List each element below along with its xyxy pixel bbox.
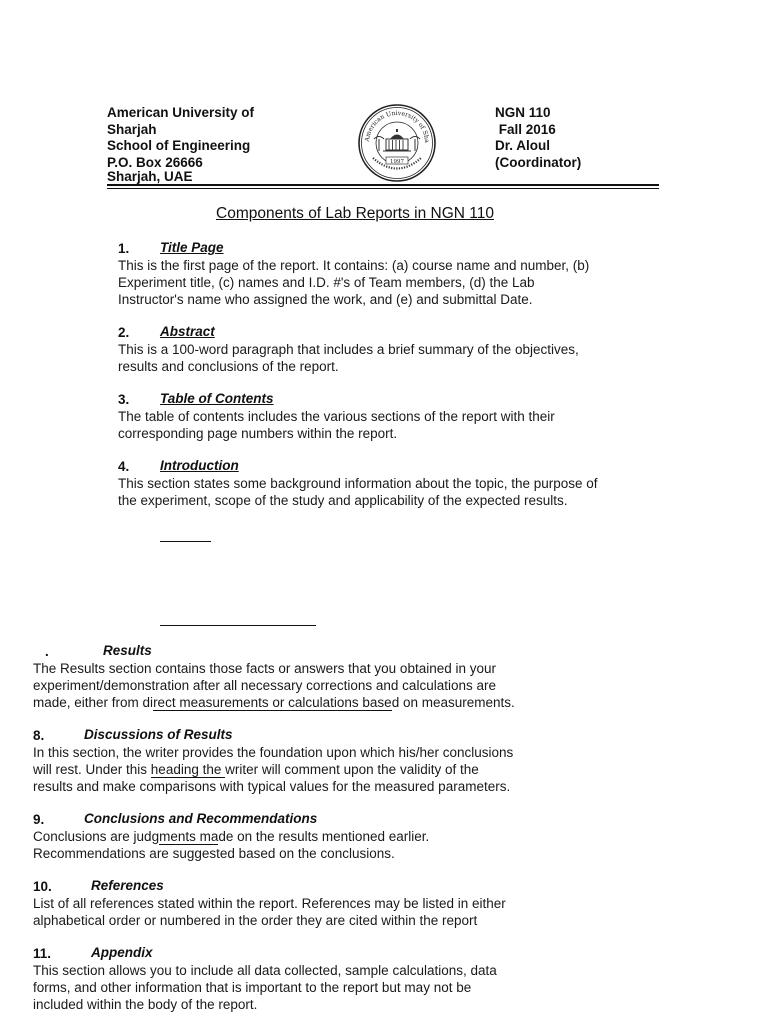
text-run: Conclusions are judg: [33, 829, 160, 844]
section-title: Appendix: [91, 945, 153, 960]
university-seal: [357, 103, 437, 183]
section-8-body: [33, 744, 513, 795]
address-line: Sharjah: [107, 121, 157, 137]
section-number: 11.: [33, 946, 52, 961]
body-line: forms, and other information that is important to the report but may not be: [33, 980, 472, 995]
section-title: Table of Contents: [160, 391, 274, 406]
section-1-heading: [118, 240, 224, 258]
section-number: 1.: [118, 241, 130, 256]
body-line: results and make comparisons with typical values for the measured parameters.: [33, 779, 511, 794]
seal-text: American University of Sha: [363, 109, 431, 144]
section-title: Abstract: [160, 324, 215, 339]
body-line: included within the body of the report.: [33, 997, 258, 1012]
body-line: The Results section contains those facts or answers that you obtained in your: [33, 661, 497, 676]
body-line: Recommendations are suggested based on the conclusions.: [33, 846, 395, 861]
header-rule-thick: [107, 184, 659, 186]
body-line: This is the first page of the report. It contains: (a) course name and number, (b): [118, 258, 590, 273]
body-line: The table of contents includes the various sections of the report with their: [118, 409, 555, 424]
university-address: [107, 105, 254, 186]
text-run: made, either from di: [33, 695, 154, 710]
body-line: corresponding page numbers within the report.: [118, 426, 398, 441]
section-number: 3.: [118, 392, 130, 407]
course-info: [495, 105, 581, 171]
section-2-body: [118, 341, 579, 375]
address-line: P.O. Box 26666: [107, 154, 203, 170]
text-run: de on the results mentioned earlier.: [218, 829, 430, 844]
body-line: [33, 761, 513, 778]
body-line: This section states some background information about the topic, the purpose of: [118, 476, 598, 491]
section-title: Introduction: [160, 458, 239, 473]
course-line: (Coordinator): [495, 154, 582, 170]
section-number: 8.: [33, 728, 45, 743]
section-11-heading: [33, 945, 153, 963]
body-line: List of all references stated within the report. References may be listed in either: [33, 896, 506, 911]
address-line: Sharjah, UAE: [107, 169, 193, 184]
text-run: writer will comment upon the validity of the: [225, 762, 479, 777]
body-line: [33, 694, 515, 711]
section-number: .: [45, 644, 49, 659]
section-8-heading: [33, 727, 233, 745]
course-line: Dr. Aloul: [495, 138, 551, 153]
body-line: This section allows you to include all data collected, sample calculations, data: [33, 963, 497, 978]
blank-underline: [160, 541, 211, 542]
course-line: Fall 2016: [495, 121, 556, 137]
section-1-body: [118, 257, 589, 308]
section-title: References: [91, 878, 164, 893]
section-9-body: [33, 828, 429, 862]
body-line: Experiment title, (c) names and I.D. #'s of Team members, (d) the Lab: [118, 275, 535, 290]
text-run: will rest. Under this: [33, 762, 151, 777]
body-line: [33, 828, 429, 845]
section-results-heading: [45, 643, 152, 661]
section-title: Conclusions and Recommendations: [84, 811, 318, 826]
body-line: results and conclusions of the report.: [118, 359, 339, 374]
text-run: d on measurements.: [391, 695, 515, 710]
course-line: NGN 110: [495, 105, 551, 120]
underlined-run: rect measurements or calculations base: [153, 695, 392, 710]
section-title: Discussions of Results: [84, 727, 233, 742]
body-line: alphabetical order or numbered in the order they are cited within the report: [33, 913, 478, 928]
body-line: experiment/demonstration after all necessary corrections and calculations are: [33, 678, 496, 693]
body-line: In this section, the writer provides the foundation upon which his/her conclusions: [33, 745, 514, 760]
section-10-heading: [33, 878, 164, 896]
section-10-body: [33, 895, 506, 929]
body-line: the experiment, scope of the study and applicability of the expected results.: [118, 493, 568, 508]
section-11-body: [33, 962, 497, 1013]
section-title: Title Page: [160, 240, 224, 255]
section-title: Results: [103, 643, 152, 658]
section-3-body: [118, 408, 555, 442]
section-number: 4.: [118, 459, 130, 474]
page-title: Components of Lab Reports in NGN 110: [216, 205, 495, 222]
address-line: School of Engineering: [107, 138, 251, 153]
body-line: Instructor's name who assigned the work, and (e) and submittal Date.: [118, 292, 533, 307]
underlined-run: heading the: [150, 762, 226, 777]
address-line: American University of: [107, 105, 255, 120]
section-number: 2.: [118, 325, 130, 340]
underlined-run: ments ma: [159, 829, 219, 844]
section-number: 10.: [33, 879, 52, 894]
section-4-heading: [118, 458, 239, 476]
section-4-body: [118, 475, 598, 509]
section-number: 9.: [33, 812, 45, 827]
body-line: This is a 100-word paragraph that includes a brief summary of the objectives,: [118, 342, 579, 357]
blank-underline: [160, 625, 316, 626]
header-rule-thin: [107, 188, 659, 189]
section-results-body: [33, 660, 515, 711]
section-3-heading: [118, 391, 274, 409]
section-9-heading: [33, 811, 318, 829]
seal-year: 1997: [390, 158, 404, 165]
section-2-heading: [118, 324, 215, 342]
